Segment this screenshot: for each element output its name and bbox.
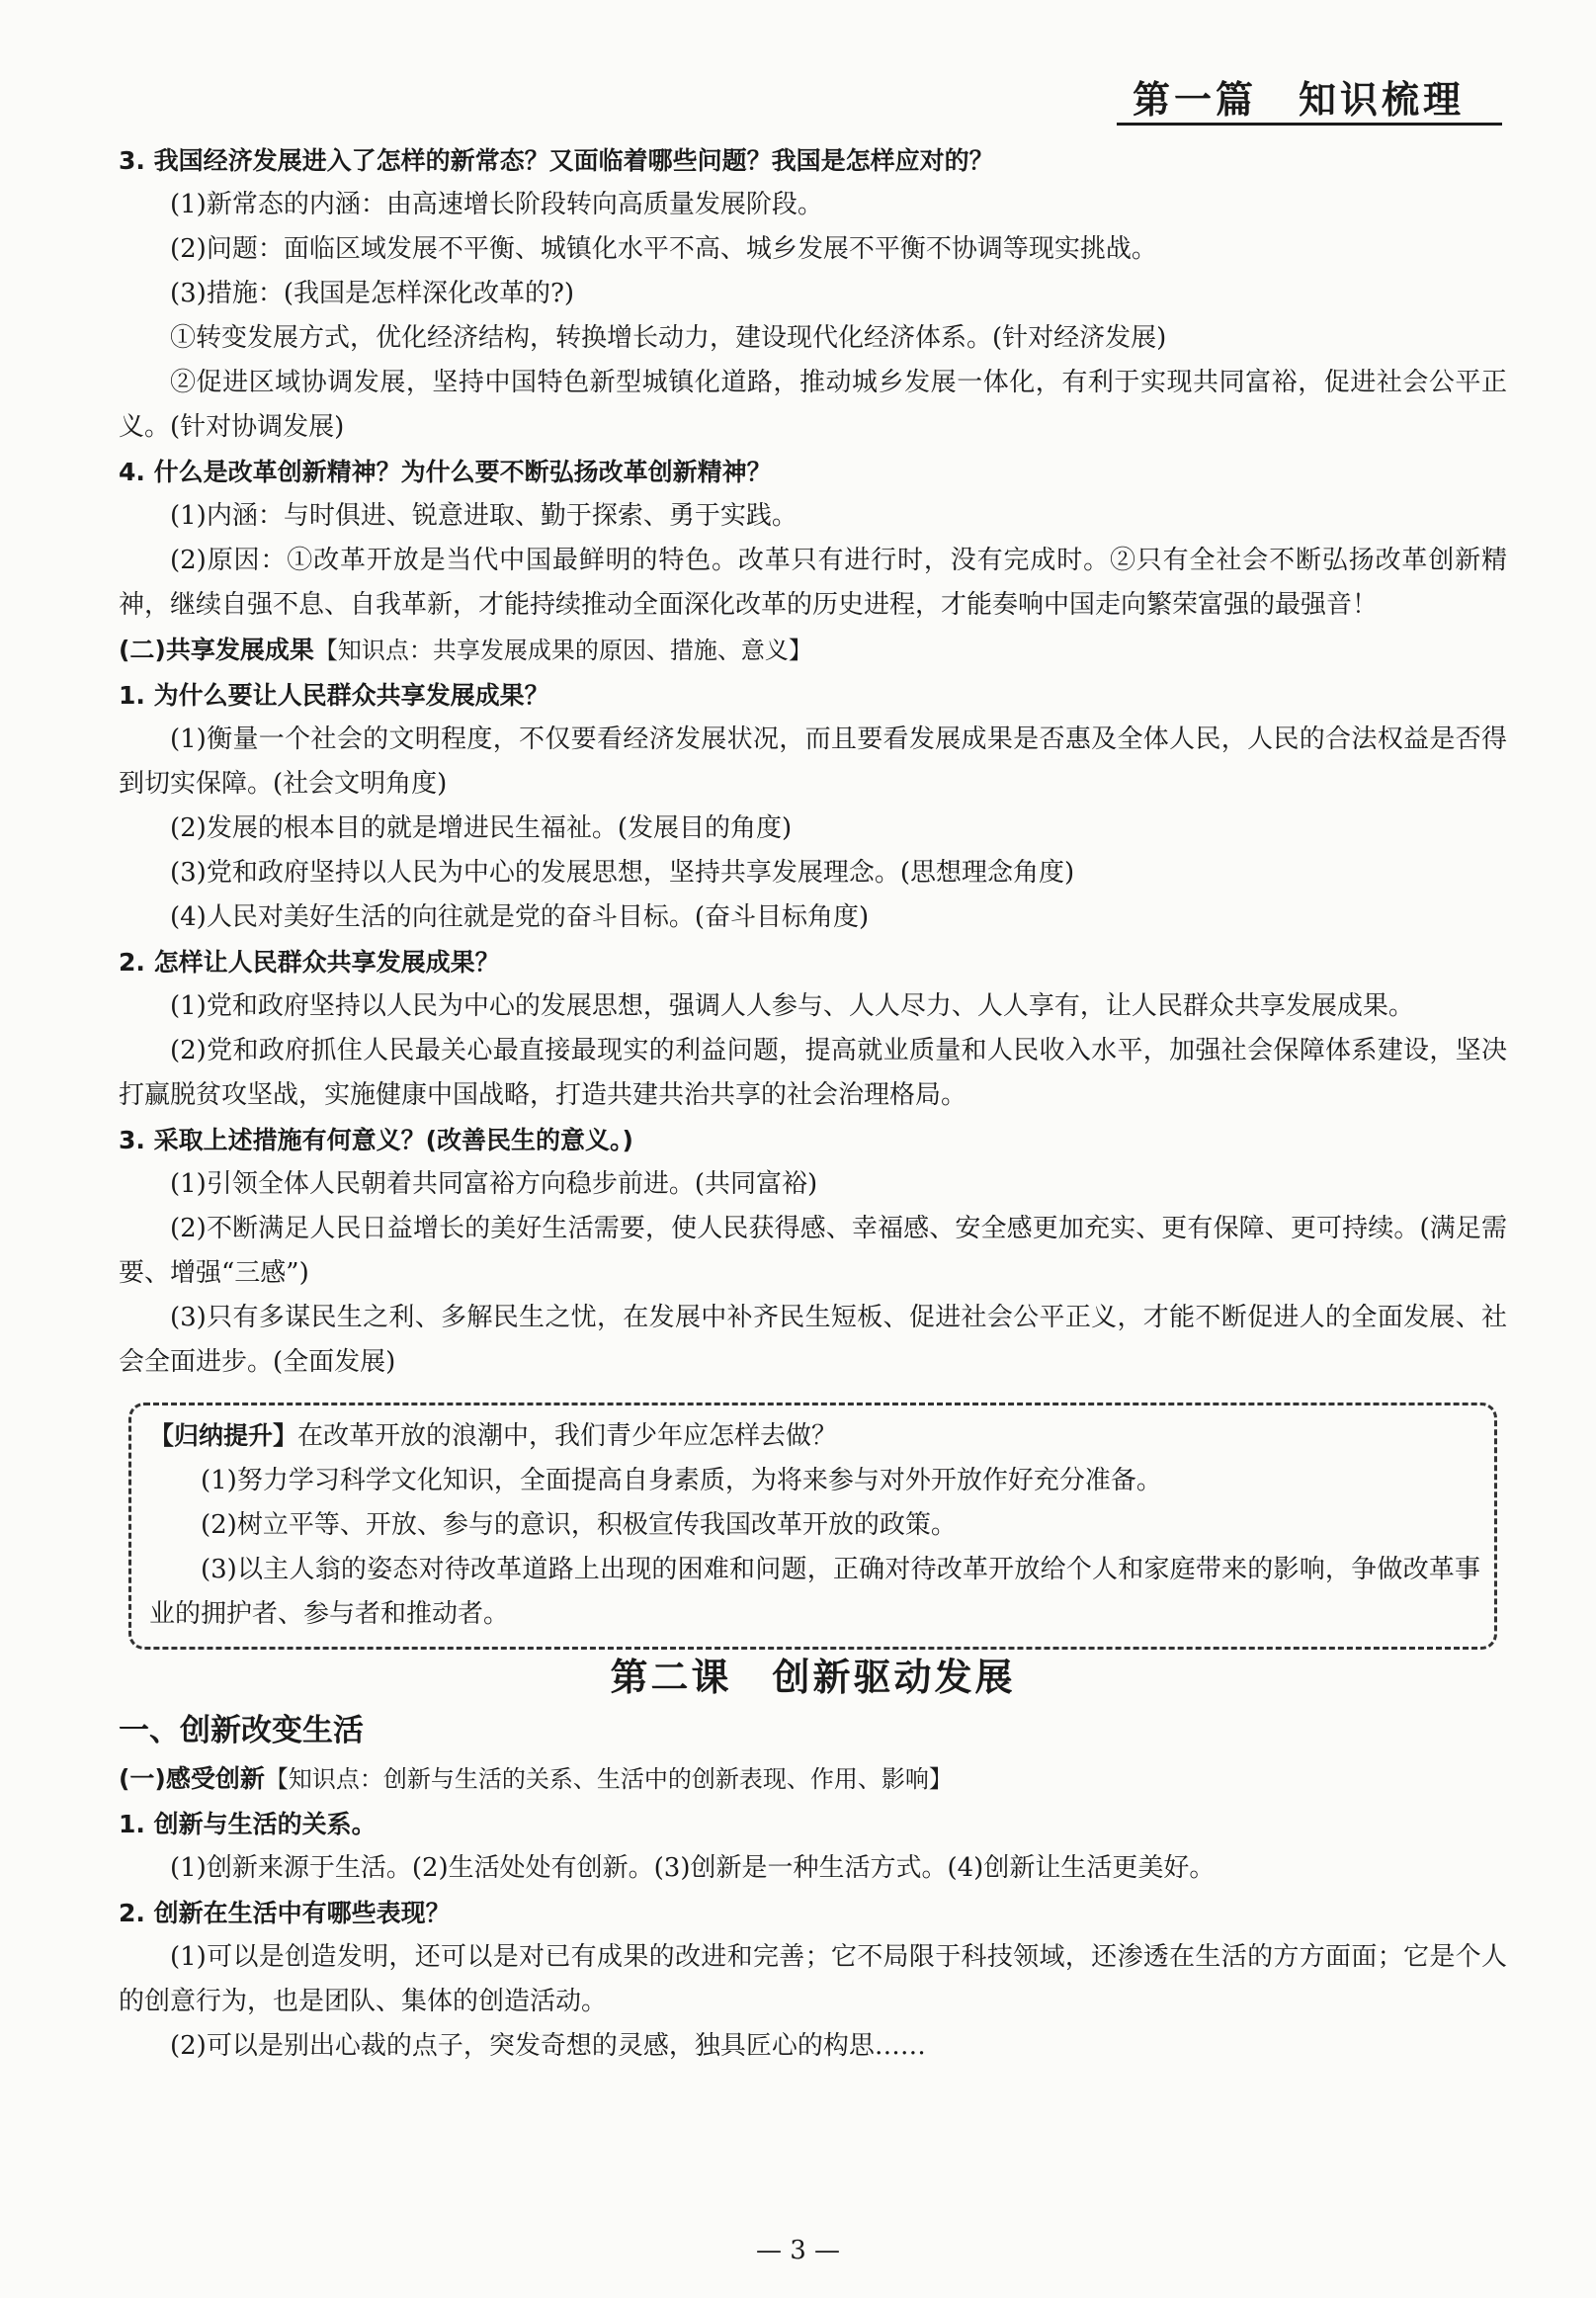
subsection-title: (一)感受创新 (119, 1764, 265, 1793)
answer-paragraph: (2)不断满足人民日益增长的美好生活需要，使人民获得感、幸福感、安全感更加充实、更有保障、更可持续。(满足需要、增强“三感”) (119, 1214, 1507, 1288)
section-title: 第一篇 知识梳理 (1132, 78, 1465, 122)
section-header (1117, 63, 1502, 126)
answer-paragraph: (2)发展的根本目的就是增进民生福祉。(发展目的角度) (170, 813, 793, 843)
summary-title: 在改革开放的浪潮中，我们青少年应怎样去做？ (297, 1421, 838, 1451)
page-number: — 3 — (755, 2236, 841, 2265)
answer-paragraph: ①转变发展方式，优化经济结构，转换增长动力，建设现代化经济体系。(针对经济发展) (170, 323, 1167, 353)
answer-paragraph: (4)人民对美好生活的向往就是党的奋斗目标。(奋斗目标角度) (170, 902, 870, 932)
summary-paragraph: (3)以主人翁的姿态对待改革道路上出现的困难和问题，正确对待改革开放给个人和家庭带来的影响，争做改革事业的拥护者、参与者和推动者。 (149, 1555, 1480, 1629)
answer-paragraph: (3)党和政府坚持以人民为中心的发展思想，坚持共享发展理念。(思想理念角度) (170, 858, 1075, 888)
answer-paragraph: (3)只有多谋民生之利、多解民生之忧，在发展中补齐民生短板、促进社会公平正义，才能不断促进人的全面发展、社会全面进步。(全面发展) (119, 1303, 1507, 1377)
answer-paragraph: (1)新常态的内涵：由高速增长阶段转向高质量发展阶段。 (170, 190, 823, 219)
summary-paragraph: (1)努力学习科学文化知识，全面提高自身素质，为将来参与对外开放作好充分准备。 (201, 1466, 1162, 1495)
summary-box (128, 1403, 1497, 1650)
answer-paragraph: (1)引领全体人民朝着共同富裕方向稳步前进。(共同富裕) (170, 1169, 818, 1199)
question-title: 1. 创新与生活的关系。 (119, 1810, 377, 1838)
answer-paragraph: ②促进区域协调发展，坚持中国特色新型城镇化道路，推动城乡发展一体化，有利于实现共同富裕，促进社会公平正义。(针对协调发展) (119, 368, 1507, 442)
answer-paragraph: (2)党和政府抓住人民最关心最直接最现实的利益问题，提高就业质量和人民收入水平，加强社会保障体系建设，坚决打赢脱贫攻坚战，实施健康中国战略，打造共建共治共享的社会治理格局。 (119, 1036, 1507, 1110)
question-title: 2. 创新在生活中有哪些表现？ (119, 1899, 451, 1927)
summary-heading (149, 1413, 1480, 1459)
summary-tag: 【归纳提升】 (149, 1421, 298, 1450)
answer-paragraph: (1)衡量一个社会的文明程度，不仅要看经济发展状况，而且要看发展成果是否惠及全体人民，人民的合法权益是否得到切实保障。(社会文明角度) (119, 724, 1507, 799)
subsection-heading (119, 1756, 1507, 1802)
question-4-title: 4. 什么是改革创新精神？为什么要不断弘扬改革创新精神？ (119, 458, 772, 486)
answer-paragraph: (1)创新来源于生活。(2)生活处处有创新。(3)创新是一种生活方式。(4)创新让生活更美好。 (170, 1853, 1216, 1883)
question-title: 3. 采取上述措施有何意义？(改善民生的意义。) (119, 1126, 633, 1154)
question-3-title: 3. 我国经济发展进入了怎样的新常态？又面临着哪些问题？我国是怎样应对的？ (119, 146, 994, 175)
answer-paragraph: (3)措施：(我国是怎样深化改革的?) (170, 279, 575, 308)
question-title: 1. 为什么要让人民群众共享发展成果？ (119, 681, 549, 710)
chapter-heading: 一、创新改变生活 (119, 1713, 364, 1748)
lesson-title: 第二课 创新驱动发展 (610, 1656, 1016, 1699)
subsection-heading (119, 628, 1507, 673)
knowledge-points: 【知识点：共享发展成果的原因、措施、意义】 (313, 637, 812, 664)
answer-paragraph: (2)可以是别出心裁的点子，突发奇想的灵感，独具匠心的构思…… (170, 2031, 926, 2061)
answer-paragraph: (2)问题：面临区域发展不平衡、城镇化水平不高、城乡发展不平衡不协调等现实挑战。 (170, 234, 1157, 264)
answer-paragraph: (1)党和政府坚持以人民为中心的发展思想，强调人人参与、人人尽力、人人享有，让人民群众共享发展成果。 (170, 991, 1414, 1021)
subsection-title: (二)共享发展成果 (119, 636, 314, 664)
summary-paragraph: (2)树立平等、开放、参与的意识，积极宣传我国改革开放的政策。 (201, 1510, 957, 1540)
knowledge-points: 【知识点：创新与生活的关系、生活中的创新表现、作用、影响】 (264, 1765, 953, 1793)
answer-paragraph: (2)原因：①改革开放是当代中国最鲜明的特色。改革只有进行时，没有完成时。②只有全社会不断弘扬改革创新精神，继续自强不息、自我革新，才能持续推动全面深化改革的历史进程，才能奏响中国走向繁荣富强的最强音！ (119, 546, 1507, 620)
answer-paragraph: (1)内涵：与时俱进、锐意进取、勤于探索、勇于实践。 (170, 501, 798, 531)
page-content (119, 138, 1507, 2069)
question-title: 2. 怎样让人民群众共享发展成果？ (119, 948, 500, 977)
answer-paragraph: (1)可以是创造发明，还可以是对已有成果的改进和完善；它不局限于科技领域，还渗透在生活的方方面面；它是个人的创意行为，也是团队、集体的创造活动。 (119, 1942, 1507, 2016)
